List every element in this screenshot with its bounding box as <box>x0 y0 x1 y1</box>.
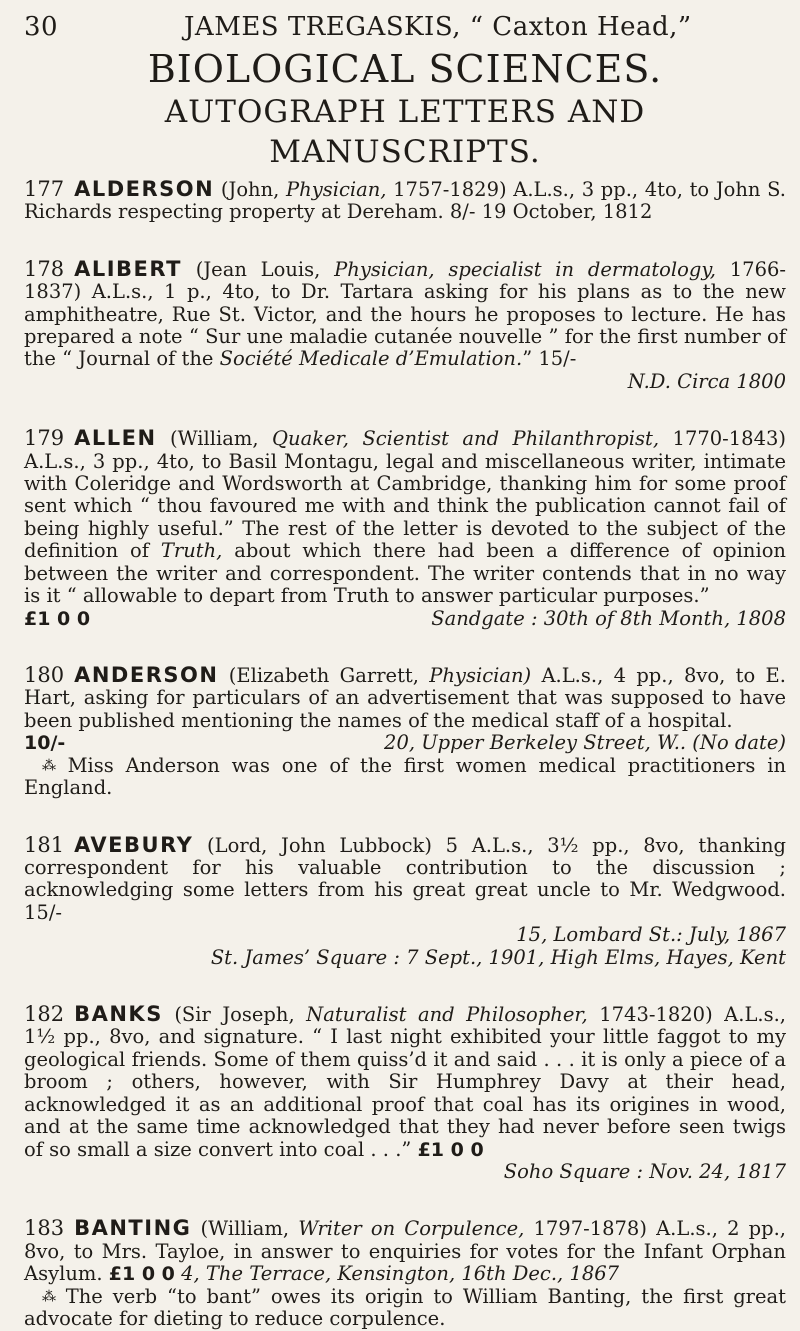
entry-text: 1770-1843) A.L.s., 3 pp., 4to, to Basil Montagu, legal and miscellaneous writer, intimate with Coleridge and Wordsworth at Cambridge, thanking him for some proof sent which “ thou favoured me with and think the publication cannot fail of being highly useful.” The rest of the letter is devoted to the subject of the definition of <box>24 427 786 563</box>
running-head <box>24 12 786 42</box>
entry-price: £1 0 0 <box>108 1263 175 1286</box>
entry-price: £1 0 0 <box>417 1138 484 1161</box>
catalogue-entry <box>24 664 786 800</box>
entry-dateline: St. James’ Square : 7 Sept., 1901, High Elms, Hayes, Kent <box>210 945 786 969</box>
catalogue-entry <box>24 1003 786 1183</box>
entry-text-italic: Physician, specialist in dermatology, <box>334 257 716 281</box>
entry-number: 178 <box>24 256 65 281</box>
entry-name: BANTING <box>74 1216 192 1241</box>
entry-note: Miss Anderson was one of the first women medical practitioners in England. <box>24 753 787 800</box>
entry-name: ALIBERT <box>74 256 182 281</box>
entry-name: ALLEN <box>74 426 157 451</box>
entry-number: 181 <box>24 832 65 857</box>
entry-text-italic: Physician, <box>286 178 387 201</box>
entry-text: (William, <box>200 1217 299 1241</box>
asterism-icon: ⁂ <box>42 1288 60 1305</box>
entry-text: about which there had been a difference of opinion between the writer and correspondent. The writer contends that in no way is it “ allowable to depart from Truth to answer particular purposes.” <box>24 539 786 608</box>
catalogue-entry <box>24 1217 786 1330</box>
entry-text: A.L.s., 4 pp., 8vo, to E. Hart, asking for particulars of an advertisement that was supposed to have been published mentioning the names of the medical staff of a hospital. <box>24 663 786 732</box>
entry-text: (Jean Louis, <box>195 257 335 281</box>
entry-dateline: 20, Upper Berkeley Street, W.. (No date) <box>384 731 786 755</box>
entry-text: 1757-1829) A.L.s., 3 pp., 4to, to John S. Richards respecting property at Dereham. 8/- <box>24 178 786 224</box>
running-head-title: JAMES TREGASKIS, “ Caxton Head,” <box>184 12 692 42</box>
entry-place: 4, The Terrace, Kensington, 16th Dec., 1867 <box>181 1262 620 1286</box>
entry-text: (Sir Joseph, <box>174 1003 307 1027</box>
entry-number: 180 <box>24 662 65 687</box>
entry-text: (John, <box>220 178 287 201</box>
entry-name: AVEBURY <box>74 832 194 857</box>
entry-name: ALDERSON <box>74 177 215 201</box>
entry-text-italic: Writer on Corpulence, <box>298 1217 525 1241</box>
entry-text-italic: Quaker, Scientist and Philanthropist, <box>272 427 660 451</box>
section-subtitle: AUTOGRAPH LETTERS AND MANUSCRIPTS. <box>164 94 646 170</box>
entry-dateline: N.D. Circa 1800 <box>627 369 786 393</box>
entry-number: 177 <box>24 177 65 201</box>
entry-text: ” 15/- <box>522 347 577 371</box>
entry-date: 19 October, 1812 <box>475 200 653 224</box>
page-number: 30 <box>24 12 59 42</box>
entry-text: (William, <box>170 427 273 451</box>
entry-name: ANDERSON <box>74 662 219 687</box>
section-title: BIOLOGICAL SCIENCES. <box>147 47 663 91</box>
asterism-icon: ⁂ <box>42 757 62 774</box>
entry-text: 1766-1837) A.L.s., 1 p., 4to, to Dr. Tartara asking for his plans as to the new amphitheatre, Rue St. Victor, and the hours he proposes to lecture. He has prepared a note “ Sur une maladie cutanée nouvelle ” for the first number of the “ Journal of the <box>24 257 786 371</box>
entry-price: 10/- <box>24 732 66 755</box>
catalogue-entry <box>24 178 786 224</box>
entry-text-italic: Truth, <box>160 539 223 563</box>
entry-text: (Elizabeth Garrett, <box>228 663 430 687</box>
entry-text-italic: Société Medicale d’Emulation. <box>219 347 523 371</box>
catalogue-entry <box>24 834 786 969</box>
catalogue-entry <box>24 258 786 393</box>
entry-text: 1797-1878) A.L.s., 2 pp., 8vo, to Mrs. Tayloe, in answer to enquiries for votes for the Infant Orphan Asylum. <box>24 1217 786 1286</box>
entry-name: BANKS <box>74 1002 163 1027</box>
entry-dateline: Sandgate : 30th of 8th Month, 1808 <box>431 606 786 630</box>
entry-dateline: 15, Lombard St.: July, 1867 <box>516 923 786 947</box>
entry-text: (Lord, John Lubbock) 5 A.L.s., 3½ pp., 8vo, thanking correspondent for his valuable contribution to the discussion ; acknowledging some letters from his great great uncle to Mr. Wedgwood. 15/- <box>24 833 786 924</box>
entry-dateline: Soho Square : Nov. 24, 1817 <box>503 1159 786 1183</box>
entry-number: 179 <box>24 426 65 451</box>
entry-price: £1 0 0 <box>24 607 91 630</box>
entry-number: 182 <box>24 1002 65 1027</box>
catalogue-entry <box>24 427 786 630</box>
entry-number: 183 <box>24 1216 65 1241</box>
entry-text-italic: Physician) <box>429 663 532 687</box>
entry-text-italic: Naturalist and Philosopher, <box>306 1003 588 1027</box>
entry-text: 1743-1820) A.L.s., 1½ pp., 8vo, and signature. “ I last night exhibited your little faggot to my geological friends. Some of them quiss’d it and said . . . it is only a piece of a broom ; others, however, with Sir Humphrey Davy at their head, acknowledged it as an additional proof that coal has its origines in wood, and at the same time acknowledged that they had never before seen twigs of so small a size convert into coal . . .” <box>24 1003 786 1161</box>
entry-note: The verb “to bant” owes its origin to William Banting, the first great advocate for dieting to reduce corpulence. <box>24 1284 787 1331</box>
